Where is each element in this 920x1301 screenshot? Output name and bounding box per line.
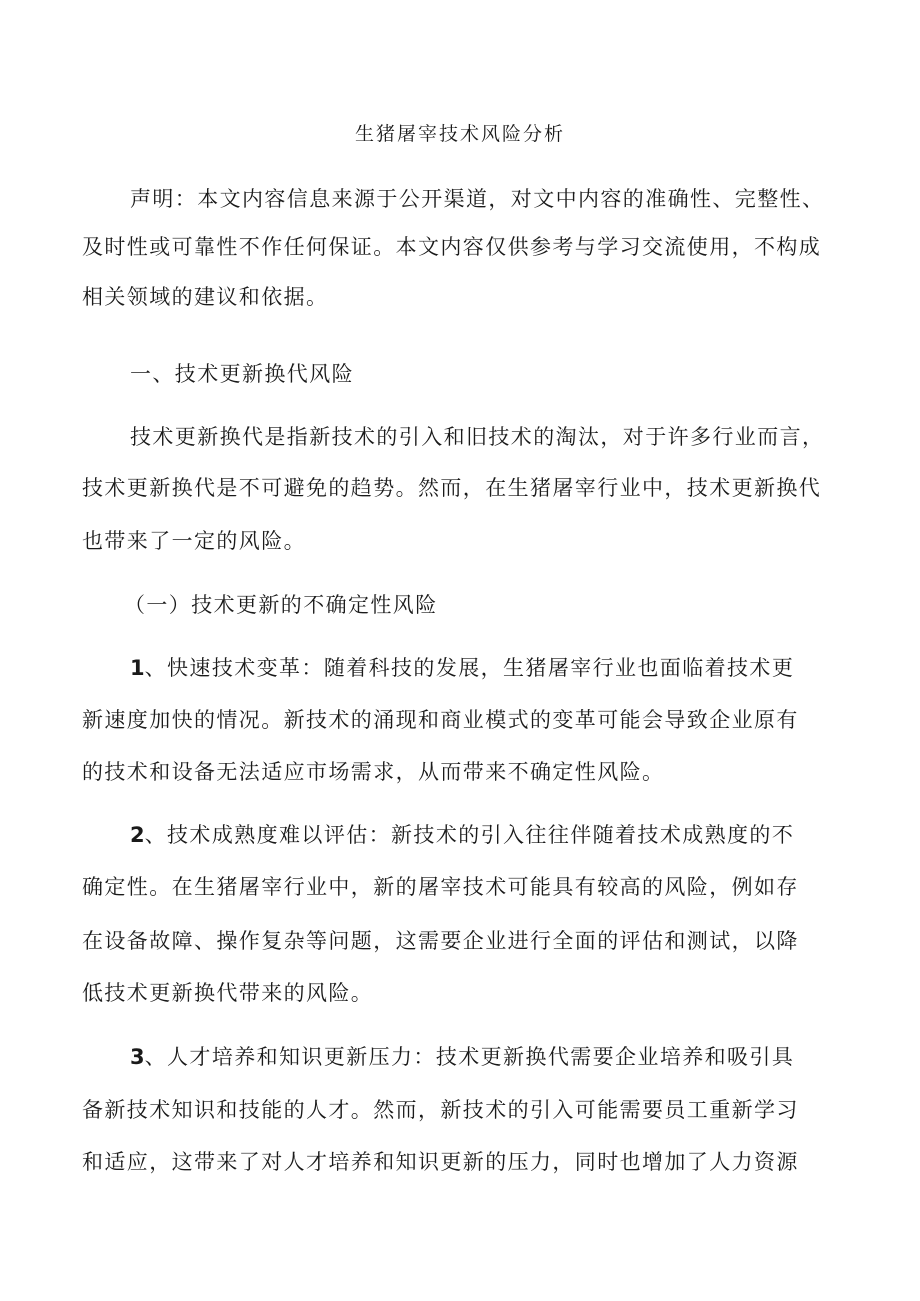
list-item-first-line [130, 655, 794, 681]
list-item-text: 、人才培养和知识更新压力：技术更新换代需要企业培养和吸引具 [144, 1045, 795, 1069]
paragraph-line: 也带来了一定的风险。 [82, 529, 306, 553]
disclaimer-line: 及时性或可靠性不作任何保证。本文内容仅供参考与学习交流使用，不构成 [82, 235, 822, 259]
paragraph-line: 备新技术知识和技能的人才。然而，新技术的引入可能需要员工重新学习 [82, 1098, 799, 1122]
paragraph-line: 确定性。在生猪屠宰行业中，新的屠宰技术可能具有较高的风险，例如存 [82, 875, 799, 899]
paragraph-line: 技术更新换代是不可避免的趋势。然而，在生猪屠宰行业中，技术更新换代 [82, 476, 822, 500]
paragraph-line: 的技术和设备无法适应市场需求，从而带来不确定性风险。 [82, 760, 665, 784]
list-item-number: 1 [130, 656, 145, 680]
list-item-number: 2 [130, 823, 145, 847]
paragraph-line: 技术更新换代是指新技术的引入和旧技术的淘汰，对于许多行业而言， [130, 425, 825, 449]
list-item-text: 、快速技术变革：随着科技的发展，生猪屠宰行业也面临着技术更 [144, 656, 795, 680]
document-title: 生猪屠宰技术风险分析 [354, 123, 565, 145]
list-item-number: 3 [130, 1045, 145, 1069]
paragraph-line: 新速度加快的情况。新技术的涌现和商业模式的变革可能会导致企业原有 [82, 708, 799, 732]
paragraph-line: 低技术更新换代带来的风险。 [82, 981, 374, 1005]
section-heading: 一、技术更新换代风险 [130, 362, 354, 386]
list-item-text: 、技术成熟度难以评估：新技术的引入往往伴随着技术成熟度的不 [144, 823, 795, 847]
subsection-heading: （一）技术更新的不确定性风险 [124, 593, 438, 617]
list-item-first-line [130, 1044, 794, 1070]
list-item-first-line [130, 822, 794, 848]
disclaimer-line: 相关领域的建议和依据。 [82, 285, 329, 309]
disclaimer-line: 声明：本文内容信息来源于公开渠道，对文中内容的准确性、完整性、 [130, 187, 825, 211]
paragraph-line: 在设备故障、操作复杂等问题，这需要企业进行全面的评估和测试，以降 [82, 929, 799, 953]
paragraph-line: 和适应，这带来了对人才培养和知识更新的压力，同时也增加了人力资源 [82, 1150, 799, 1174]
